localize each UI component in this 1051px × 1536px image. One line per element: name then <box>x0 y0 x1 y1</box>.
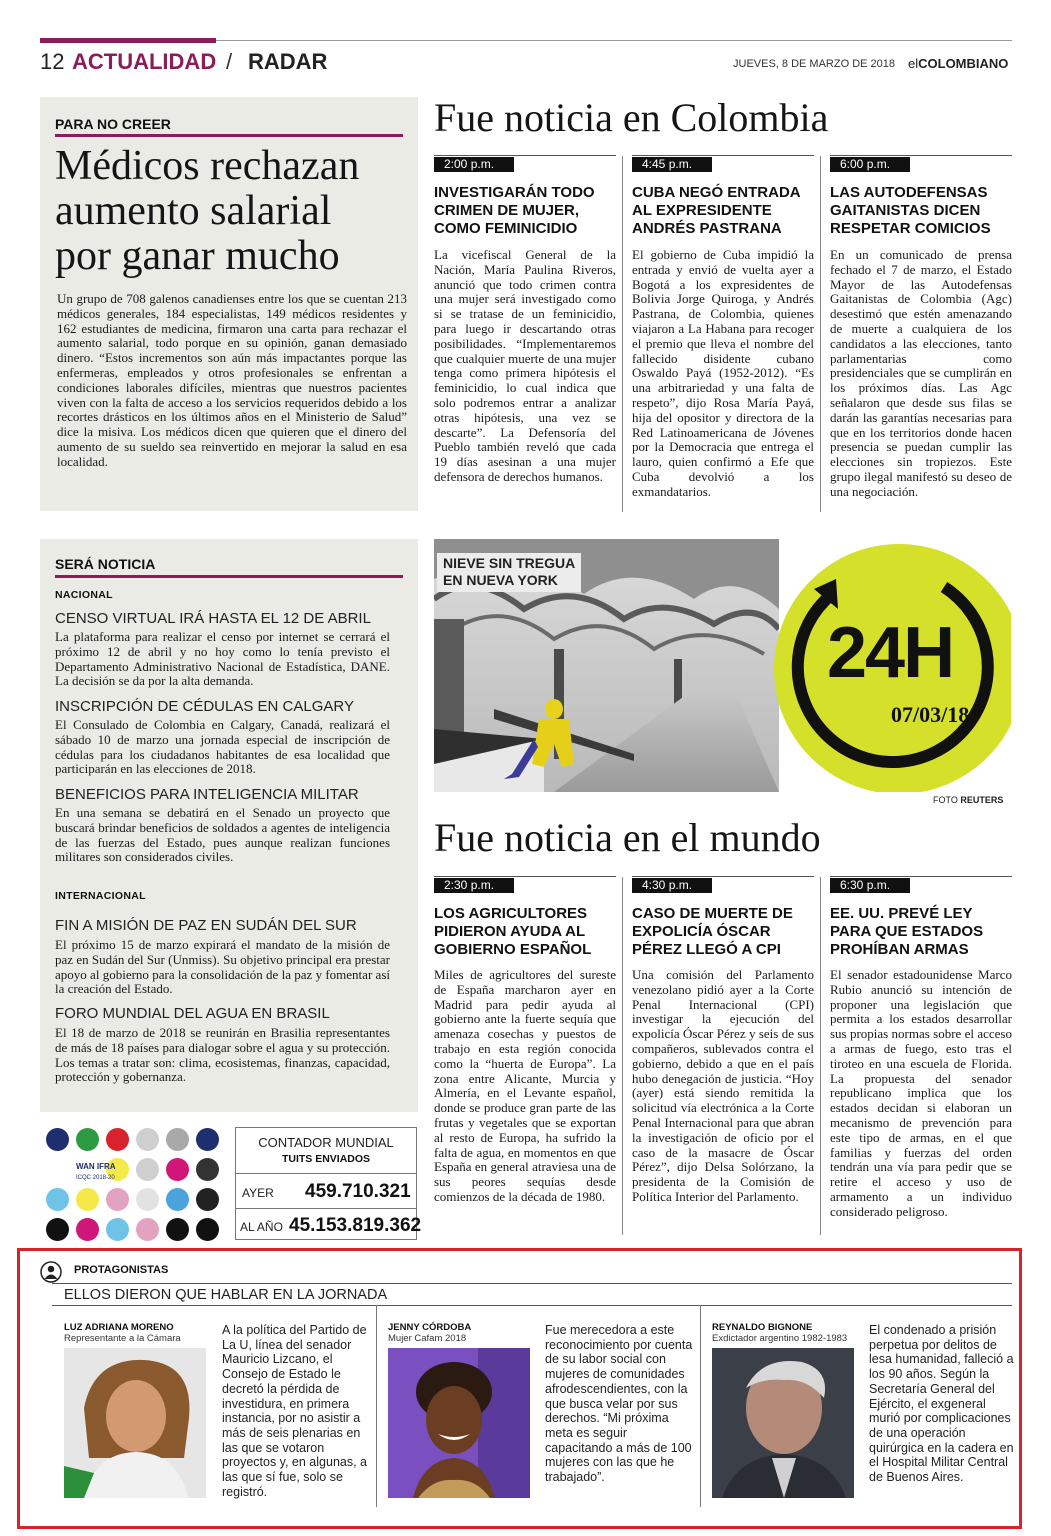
color-control-dot <box>46 1128 69 1151</box>
column-rule <box>632 155 814 156</box>
colombia-section-title[interactable]: Fue noticia en Colombia <box>434 95 829 140</box>
color-control-dot <box>46 1218 69 1241</box>
protagonist-name[interactable]: REYNALDO BIGNONE <box>712 1322 813 1333</box>
brand-name: COLOMBIANO <box>918 56 1009 71</box>
wan-ifra-certificate: ICQC 2018-20 <box>76 1175 115 1181</box>
protagonist-text: Fue merecedora a este reconocimiento por cuenta de su labor social con mujeres de comunidades afrodescendientes, con la que busca velar por sus derechos. “Mi próxima meta es seguir capacitando a más de 100 mujeres con las que he trabajado”. <box>545 1323 693 1485</box>
news-body: Miles de agricultores del sureste de España marcharon ayer en Madrid para pedir ayuda al gobierno ante la fuerte sequía que amenaza cosechas y puestos de trabajo en esta región conocida como la “huerta de Europa”. La zona entre Alicante, Murcia y Almería, en el Levante español, donde se produce gran parte de las frutas y vegetales que se exportan al resto de Europa, ha sufrido la falta de agua, en momentos en que España en general atraviesa una de sus peores sequías desde comienzos de la década de 1980. <box>434 967 616 1204</box>
title-line: Médicos rechazan <box>55 143 360 189</box>
24h-badge-text: 24H <box>827 613 954 693</box>
credit-name: REUTERS <box>960 795 1004 805</box>
news-headline[interactable] <box>632 905 812 959</box>
headline-line: PROHÍBAN ARMAS <box>830 941 969 958</box>
brief-headline[interactable]: CENSO VIRTUAL IRÁ HASTA EL 12 DE ABRIL <box>55 610 371 627</box>
protagonist-text: El condenado a prisión perpetua por delitos de lesa humanidad, falleció a los 90 años. Según la Secretaría General del Ejército, el exgeneral murió por complicaciones de una operación quirúrgica en la cadera en el Hospital Militar Central de Buenos Aires. <box>869 1323 1014 1485</box>
brief-headline[interactable]: FIN A MISIÓN DE PAZ EN SUDÁN DEL SUR <box>55 917 357 934</box>
color-control-dot <box>136 1158 159 1181</box>
nacional-label: NACIONAL <box>55 589 113 601</box>
color-control-dot <box>136 1128 159 1151</box>
headline-line: CASO DE MUERTE DE <box>632 905 793 922</box>
tweet-counter-title: CONTADOR MUNDIAL <box>258 1135 394 1150</box>
caption-line: NIEVE SIN TREGUA <box>443 555 576 571</box>
protagonist-photo-cordoba[interactable] <box>388 1348 530 1498</box>
brief-body: El 18 de marzo de 2018 se reunirán en Brasilia representantes de más de 18 países para dialogar sobre el agua y su protección. Los temas a tratar son: clima, ecosistemas, finanzas, capacidad, protección y gobernanza. <box>55 1025 390 1085</box>
brief-headline[interactable]: FORO MUNDIAL DEL AGUA EN BRASIL <box>55 1005 330 1022</box>
news-body: El senador estadounidense Marco Rubio anunció su intención de proponer una legislación que permita a los estados desarrollar sus propias normas sobre el acceso a armas de fuego, esto tras el tiroteo en una escuela de Florida. La propuesta del senador republicano implica que los estados decidan si elaboran un mecanismo de prevención para este tipo de armas, en el que familias y fuerzas del orden tendrán una vía para pedir que se retire el acceso y uso de armamento a un individuo considerado peligroso. <box>830 967 1012 1219</box>
protagonist-name[interactable]: JENNY CÓRDOBA <box>388 1322 472 1333</box>
protagonistas-subtitle: ELLOS DIERON QUE HABLAR EN LA JORNADA <box>64 1287 388 1303</box>
world-section-title[interactable]: Fue noticia en el mundo <box>434 815 821 860</box>
protagonist-role: Mujer Cafam 2018 <box>388 1333 467 1344</box>
brief-headline[interactable]: INSCRIPCIÓN DE CÉDULAS EN CALGARY <box>55 698 354 715</box>
column-rule <box>830 876 1012 877</box>
counter-yesterday-value: 459.710.321 <box>305 1181 411 1202</box>
headline-line: COMO FEMINICIDIO <box>434 220 578 237</box>
credit-prefix: FOTO <box>933 795 958 805</box>
color-control-dot <box>106 1128 129 1151</box>
color-control-dot <box>46 1188 69 1211</box>
wan-ifra-color-control <box>46 1128 222 1246</box>
page-number: 12 <box>40 49 65 74</box>
brand-prefix: el <box>908 56 919 71</box>
protagonist-name[interactable]: LUZ ADRIANA MORENO <box>64 1322 174 1333</box>
title-line: aumento salarial <box>55 188 332 234</box>
photo-credit <box>933 795 1003 805</box>
color-control-dot <box>106 1188 129 1211</box>
brief-body: El Consulado de Colombia en Calgary, Canadá, realizará el sábado 10 de marzo una jornada especial de inscripción de cédulas para los ciudadanos habitantes de esa localidad que participarán en las elecciones de 2018. <box>55 717 390 777</box>
headline-line: GAITANISTAS DICEN <box>830 202 981 219</box>
column-divider <box>820 877 821 1235</box>
edition-date: JUEVES, 8 DE MARZO DE 2018 <box>733 58 895 70</box>
headline-line: RESPETAR COMICIOS <box>830 220 991 237</box>
brief-headline[interactable]: BENEFICIOS PARA INTELIGENCIA MILITAR <box>55 786 359 803</box>
headline-line: PIDIERON AYUDA AL <box>434 923 586 940</box>
internacional-label: INTERNACIONAL <box>55 890 146 902</box>
protagonist-text: A la política del Partido de La U, línea del senador Mauricio Lizcano, el Consejo de Estado le decretó la pérdida de investidura, en primera instancia, por no asistir a más de seis plenarias en las que se votaron proyectos y, en algunas, a las que sí fue, solo se registró. <box>222 1323 367 1499</box>
headline-line: ANDRÉS PASTRANA <box>632 220 782 237</box>
color-control-dot <box>196 1218 219 1241</box>
header-accent-bar <box>40 38 216 43</box>
column-rule <box>434 155 616 156</box>
news-time: 4:30 p.m. <box>632 878 712 893</box>
caption-line: EN NUEVA YORK <box>443 572 558 588</box>
brief-body: El próximo 15 de marzo expirará el mandato de la misión de paz en Sudán del Sur (Unmiss). Su objetivo principal era prestar apoyo al gobierno para la consolidación de la paz y fomentar así la creación del Estado. <box>55 937 390 997</box>
protagonistas-rule <box>52 1305 1012 1306</box>
color-control-dot <box>166 1218 189 1241</box>
title-line: por ganar mucho <box>55 233 340 279</box>
news-body: Una comisión del Parlamento venezolano pidió ayer a la Corte Penal Internacional (CPI) investigar la ejecución del expolicía Óscar Pérez y seis de sus compañeros, sublevados contra el gobierno, debido a que en el país hubo denegación de justicia. “Hoy (ayer) está siendo remitida la solicitud vía electrónica a la Corte Penal Internacional para que abran la investigación de oficio por el caso de la masacre de Óscar Pérez”, dijo Delsa Solórzano, la presidenta de la Comisión de Política Interior del Parlamento. <box>632 967 814 1204</box>
headline-line: CRIMEN DE MUJER, <box>434 202 580 219</box>
counter-yesterday-label: AYER <box>242 1186 274 1200</box>
brief-body: La plataforma para realizar el censo por internet se cerrará el próximo 12 de abril y no hoy como lo tenía previsto el Departamento Administrativo Nacional de Estadística, DANE. La decisión se da por la alta demanda. <box>55 629 390 689</box>
kicker-rule <box>55 134 403 137</box>
column-divider <box>820 156 821 512</box>
counter-year-label: AL AÑO <box>240 1220 283 1234</box>
news-headline[interactable] <box>830 905 1010 959</box>
protagonist-photo-moreno[interactable] <box>64 1348 206 1498</box>
color-control-dot <box>136 1218 159 1241</box>
headline-line: LAS AUTODEFENSAS <box>830 184 988 201</box>
person-icon <box>40 1261 62 1283</box>
column-rule <box>632 876 814 877</box>
column-divider <box>376 1305 377 1507</box>
protagonistas-rule <box>52 1283 1012 1284</box>
news-headline[interactable] <box>830 184 1010 238</box>
color-control-dot <box>196 1188 219 1211</box>
color-control-dot <box>166 1188 189 1211</box>
news-time: 2:30 p.m. <box>434 878 514 893</box>
column-divider <box>622 877 623 1235</box>
news-body: La vicefiscal General de la Nación, María Paulina Riveros, anunció que todo crimen contra una mujer será investigado como si se tratase de un feminicidio, para luego ir descartando otras posibilidades. “Implementaremos que cualquier muerte de una mujer tenga como primera hipótesis el feminicidio, lo cual indica que solo podremos entrar a analizar otras hipótesis, una vez se descarte”. La Defensoría del Pueblo también reveló que cada 19 días asesinan a una mujer defensora de derechos humanos. <box>434 247 616 484</box>
headline-line: LOS AGRICULTORES <box>434 905 588 922</box>
headline-line: PÉREZ LLEGÓ A CPI <box>632 941 781 958</box>
headline-line: AL EXPRESIDENTE <box>632 202 772 219</box>
section-separator: / <box>226 49 233 74</box>
para-no-creer-body: Un grupo de 708 galenos canadienses entre los que se cuentan 213 médicos generales, 184 especialistas, 149 médicos residentes y 162 estudiantes de medicina, firmaron una carta para rechazar el aumento salarial, todo porque en su opinión, ganan demasiado dinero. “Estos incrementos son aún más impactantes porque las enfermeras, empleados y otros profesionales se enfrentan a condiciones laborales difíciles, mientras que nuestros pacientes viven con la falta de acceso a los servicios requeridos debido a los recortes drásticos en los últimos años en el Ministerio de Salud” dice la misiva. Los médicos dicen que quieren que el dinero del aumento de su sueldo sea reinvertido en mejorar la salud en esa localidad. <box>57 291 407 469</box>
news-headline[interactable] <box>434 184 614 238</box>
counter-rule <box>236 1208 416 1209</box>
news-time: 6:30 p.m. <box>830 878 910 893</box>
sera-noticia-kicker: SERÁ NOTICIA <box>55 556 156 572</box>
news-body: En un comunicado de prensa fechado el 7 de marzo, el Estado Mayor de las Autodefensas Gaitanistas de Colombia (Agc) desestimó que estén amenazando de muerte a cualquiera de los candidatos a las elecciones, tanto parlamentarias como presidenciales que se cumplirán en los próximos días. Las Agc señalaron que desde sus filas se darán las garantías necesarias para que en los territorios donde hacen presencia se puedan cumplir las elecciones sin tropiezos. Este grupo ilegal manifestó su deseo de una negociación. <box>830 247 1012 499</box>
news-time: 6:00 p.m. <box>830 157 910 172</box>
headline-line: PARA QUE ESTADOS <box>830 923 984 940</box>
news-headline[interactable] <box>434 905 614 959</box>
headline-line: EXPOLICÍA ÓSCAR <box>632 923 771 940</box>
photo-caption-label <box>437 553 581 592</box>
color-control-dot <box>166 1158 189 1181</box>
color-control-dot <box>196 1128 219 1151</box>
news-time: 2:00 p.m. <box>434 157 514 172</box>
wan-ifra-logo: WAN IFRA <box>76 1162 116 1171</box>
color-control-dot <box>76 1218 99 1241</box>
para-no-creer-kicker: PARA NO CREER <box>55 116 171 132</box>
news-headline[interactable] <box>632 184 812 238</box>
column-divider <box>622 156 623 512</box>
para-no-creer-title[interactable] <box>55 144 405 279</box>
color-control-dot <box>106 1218 129 1241</box>
protagonist-role: Exdictador argentino 1982-1983 <box>712 1333 848 1344</box>
section-name[interactable]: ACTUALIDAD <box>72 49 217 74</box>
protagonist-role: Representante a la Cámara <box>64 1333 181 1344</box>
headline-line: CUBA NEGÓ ENTRADA <box>632 184 801 201</box>
headline-line: INVESTIGARÁN TODO <box>434 184 595 201</box>
counter-rule <box>236 1173 416 1174</box>
color-control-dot <box>76 1128 99 1151</box>
news-body: El gobierno de Cuba impidió la entrada y envió de vuelta ayer a Bogotá a los expresidentes de Bolivia Jorge Quiroga, y Andrés Pastrana, de Colombia, quienes viajaron a La Habana para recoger el premio que lleva el nombre del fallecido disidente cubano Oswaldo Payá (1952-2012). “Es una arbitrariedad y una falta de respeto”, dijo Rosa María Payá, hija del opositor y directora de la Red Latinoamericana de Jóvenes por la Democracia que entrega el lauro, quien confirmó a Efe que Cuba devolvió a los exmandatarios. <box>632 247 814 499</box>
24h-badge-date: 07/03/18 <box>891 702 970 727</box>
column-divider <box>700 1305 701 1507</box>
color-control-dot <box>166 1128 189 1151</box>
kicker-rule <box>55 575 403 578</box>
news-time: 4:45 p.m. <box>632 157 712 172</box>
newspaper-brand[interactable] <box>908 56 1008 71</box>
color-control-dot <box>76 1188 99 1211</box>
headline-line: EE. UU. PREVÉ LEY <box>830 905 973 922</box>
protagonist-photo-bignone[interactable] <box>712 1348 854 1498</box>
tweet-counter-subtitle: TUITS ENVIADOS <box>281 1153 371 1165</box>
color-control-dot <box>136 1188 159 1211</box>
column-rule <box>434 876 616 877</box>
subsection-name[interactable]: RADAR <box>248 49 328 74</box>
column-rule <box>830 155 1012 156</box>
protagonistas-kicker: PROTAGONISTAS <box>74 1264 169 1276</box>
headline-line: GOBIERNO ESPAÑOL <box>434 941 592 958</box>
brief-body: En una semana se debatirá en el Senado un proyecto que buscará brindar beneficios de soldados a agentes de inteligencia de las fuerzas del Estado, pues aunque realizan funciones militares son considerados civiles. <box>55 805 390 865</box>
counter-year-value: 45.153.819.362 <box>289 1215 422 1236</box>
color-control-dot <box>196 1158 219 1181</box>
